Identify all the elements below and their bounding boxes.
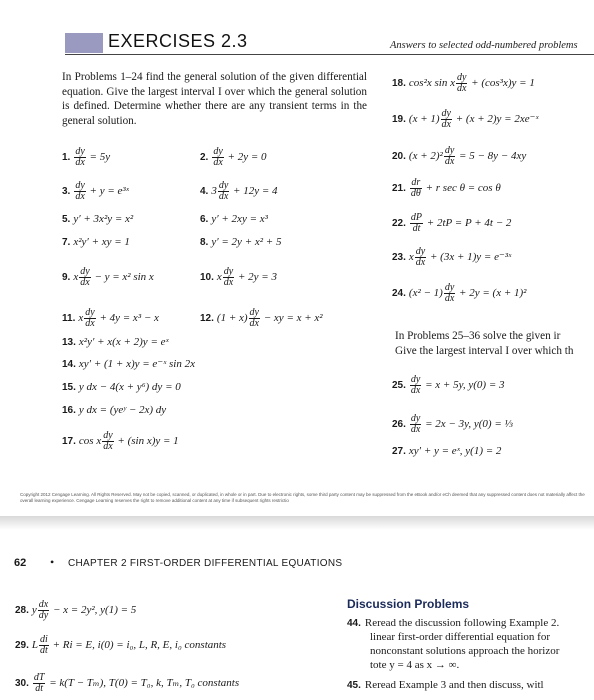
problem-14 <box>62 358 195 371</box>
fraction-numerator: dy <box>85 307 95 318</box>
equation-suffix: + 4y = x³ − x <box>96 312 159 325</box>
problem-30 <box>15 673 239 694</box>
problem-number: 2. <box>200 152 209 164</box>
problem-22 <box>392 213 511 234</box>
derivative-fraction <box>33 673 46 694</box>
problem-number: 1. <box>62 152 71 164</box>
fraction-numerator: dy <box>213 146 223 157</box>
problem-25 <box>392 375 505 396</box>
equation-prefix: (x² − 1) <box>408 287 443 300</box>
fraction-denominator: dx <box>213 157 223 168</box>
derivative-fraction <box>410 375 421 396</box>
page-number: 62 <box>14 557 27 569</box>
fraction-denominator: dx <box>75 157 85 168</box>
problem-number: 9. <box>62 272 71 284</box>
equation-prefix: cos²x sin x <box>408 77 455 90</box>
problem-number: 4. <box>200 186 209 198</box>
derivative-fraction <box>84 308 95 329</box>
derivative-fraction <box>410 178 422 199</box>
equation-prefix: L <box>31 639 39 652</box>
fraction-numerator: dy <box>75 180 85 191</box>
problem-44-number: 44. <box>347 618 361 629</box>
equation-suffix: + 12y = 4 <box>230 185 278 198</box>
derivative-fraction <box>456 73 467 94</box>
equation-text: xy′ + y = eˣ, y(1) = 2 <box>408 445 502 457</box>
fraction-denominator: dx <box>103 441 113 452</box>
problem-1 <box>62 147 110 168</box>
equation-prefix: x <box>78 312 84 325</box>
fraction-denominator: dx <box>223 277 234 288</box>
equation-suffix: + r sec θ = cos θ <box>422 182 501 195</box>
problem-4 <box>200 181 278 202</box>
fraction-denominator: dx <box>218 191 229 202</box>
problem-number: 30. <box>15 678 29 690</box>
problem-44-line-1 <box>347 616 559 631</box>
derivative-fraction <box>38 600 49 621</box>
fraction-denominator: dx <box>410 385 421 396</box>
equation-suffix: = 5y <box>86 151 111 164</box>
problem-number: 12. <box>200 313 214 325</box>
equation-suffix: − x = 2y², y(1) = 5 <box>50 604 137 617</box>
problem-45-text-1: Reread Example 3 and then discuss, witl <box>364 679 544 691</box>
fraction-numerator: dy <box>456 72 467 83</box>
problem-number: 20. <box>392 151 406 163</box>
fraction-denominator: dt <box>35 683 44 694</box>
fraction-denominator: dx <box>444 293 455 304</box>
derivative-fraction <box>223 267 234 288</box>
equation-text: y dx = (yeʸ − 2x) dy <box>78 404 167 416</box>
problem-number: 22. <box>392 218 406 230</box>
fraction-denominator: dx <box>456 83 467 94</box>
fraction-numerator: dy <box>410 374 421 385</box>
fraction-denominator: dy <box>38 610 49 621</box>
problem-number: 25. <box>392 380 406 392</box>
problem-number: 13. <box>62 337 76 348</box>
exercises-title: EXERCISES 2.3 <box>108 31 248 51</box>
fraction-denominator: dx <box>410 424 421 435</box>
equation-prefix: x <box>216 271 222 284</box>
problem-3 <box>62 181 129 202</box>
problem-number: 15. <box>62 382 76 393</box>
fraction-numerator: dy <box>441 108 451 119</box>
equation-text: y′ + 3x²y = x² <box>73 213 134 225</box>
problem-number: 17. <box>62 436 76 448</box>
equation-prefix: (1 + x) <box>216 312 248 325</box>
equation-prefix: x <box>408 251 414 264</box>
problem-5 <box>62 213 133 226</box>
derivative-fraction <box>39 635 49 656</box>
problem-44-text-1: Reread the discussion following Example 2. <box>364 617 560 629</box>
derivative-fraction <box>74 147 85 168</box>
derivative-fraction <box>444 283 455 304</box>
problem-8 <box>200 236 281 249</box>
derivative-fraction <box>441 109 452 130</box>
equation-suffix: − xy = x + x² <box>261 312 323 325</box>
equation-text: x²y′ + x(x + 2)y = eˣ <box>78 336 169 348</box>
discussion-heading: Discussion Problems <box>347 597 470 611</box>
fraction-numerator: dy <box>218 180 229 191</box>
problem-number: 29. <box>15 640 29 652</box>
fraction-numerator: dy <box>410 413 421 424</box>
problem-17 <box>62 431 179 452</box>
equation-suffix: = 2x − 3y, y(0) = ⅓ <box>422 418 513 431</box>
equation-suffix: + y = e³ˣ <box>86 185 129 198</box>
problem-number: 14. <box>62 359 76 370</box>
problem-24 <box>392 283 526 304</box>
fraction-numerator: dP <box>410 212 423 223</box>
equation-prefix: x <box>73 271 79 284</box>
equation-text: y dx − 4(x + y⁶) dy = 0 <box>78 381 181 393</box>
problem-number: 10. <box>200 272 214 284</box>
answers-note: Answers to selected odd-numbered problems <box>390 40 578 51</box>
problem-number: 28. <box>15 605 29 617</box>
chapter-heading: CHAPTER 2 FIRST-ORDER DIFFERENTIAL EQUATIONS <box>68 558 343 569</box>
fraction-denominator: dx <box>85 318 95 329</box>
equation-suffix: + (sin x)y = 1 <box>114 435 179 448</box>
equation-suffix: + 2y = (x + 1)² <box>456 287 527 300</box>
problem-18 <box>392 73 535 94</box>
equation-suffix: + 2tP = P + 4t − 2 <box>424 217 512 230</box>
problem-number: 27. <box>392 446 406 457</box>
derivative-fraction <box>415 247 426 268</box>
problem-6 <box>200 213 268 226</box>
fraction-denominator: dx <box>80 277 90 288</box>
equation-prefix: (x + 2)² <box>408 150 443 163</box>
equation-prefix: cos x <box>78 435 102 448</box>
problem-44-line-3: nonconstant solutions approach the horizor <box>370 645 560 657</box>
problem-number: 23. <box>392 252 406 264</box>
problem-number: 21. <box>392 183 406 195</box>
fraction-denominator: dθ <box>410 188 421 199</box>
ivp-instructions-line-2: Give the largest interval I over which th <box>395 345 574 357</box>
equation-text: xy′ + (1 + x)y = e⁻ˣ sin 2x <box>78 358 195 370</box>
equation-suffix: + (cos³x)y = 1 <box>468 77 535 90</box>
equation-suffix: + 2y = 0 <box>224 151 267 164</box>
fraction-numerator: dy <box>444 282 455 293</box>
problem-28 <box>15 600 136 621</box>
problem-number: 3. <box>62 186 71 198</box>
instructions-paragraph: In Problems 1–24 find the general solution of the given differential equation. Give the largest interval I over which the general solution is defined. Determine whether there are any transient terms in the general solution. <box>62 71 367 127</box>
equation-prefix: y <box>31 604 37 617</box>
derivative-fraction <box>410 213 423 234</box>
problem-23 <box>392 247 511 268</box>
problem-number: 5. <box>62 214 71 225</box>
problem-9 <box>62 267 154 288</box>
fraction-numerator: dx <box>38 599 49 610</box>
derivative-fraction <box>79 267 90 288</box>
problem-45-line-1 <box>347 678 544 693</box>
header-color-block <box>65 33 103 53</box>
derivative-fraction <box>212 147 223 168</box>
equation-text: x²y′ + xy = 1 <box>73 236 130 248</box>
fraction-numerator: dy <box>75 146 85 157</box>
problem-number: 11. <box>62 313 76 325</box>
ivp-instructions-line-1: In Problems 25–36 solve the given ir <box>395 330 561 342</box>
equation-suffix: + Ri = E, i(0) = i₀, L, R, E, i₀ constants <box>49 639 227 652</box>
fraction-numerator: di <box>40 634 48 645</box>
derivative-fraction <box>410 414 421 435</box>
equation-text: y′ + 2xy = x³ <box>211 213 268 225</box>
problem-number: 7. <box>62 237 71 248</box>
fraction-numerator: dT <box>33 672 45 683</box>
fraction-denominator: dx <box>441 119 451 130</box>
problem-45-number: 45. <box>347 680 361 691</box>
derivative-fraction <box>249 308 260 329</box>
derivative-fraction <box>74 181 85 202</box>
equation-suffix: + (x + 2)y = 2xe⁻ˣ <box>453 113 539 126</box>
derivative-fraction <box>102 431 113 452</box>
problem-number: 24. <box>392 288 406 300</box>
problem-29 <box>15 635 226 656</box>
problem-27 <box>392 445 501 458</box>
problem-44-line-2: linear first-order differential equation for <box>370 631 550 643</box>
problem-15 <box>62 381 181 394</box>
header-rule <box>65 54 594 55</box>
problem-26 <box>392 414 513 435</box>
equation-suffix: + 2y = 3 <box>235 271 277 284</box>
fraction-numerator: dy <box>103 430 113 441</box>
problem-11 <box>62 308 159 329</box>
problem-21 <box>392 178 501 199</box>
problem-16 <box>62 404 166 417</box>
fraction-numerator: dy <box>80 266 90 277</box>
fraction-denominator: dx <box>75 191 85 202</box>
copyright-notice: Copyright 2012 Cengage Learning. All Rights Reserved. May not be copied, scanned, or duplicated, in whole or in part. Due to electronic rights, some third party content may be suppressed from the eBook and/or eCh deemed that any suppressed content does not materially affect the overall learning experience. Cengage Learning reserves the right to remove additional content at any time if subsequent rights restrictio <box>20 492 585 503</box>
fraction-denominator: dx <box>444 156 455 167</box>
problem-19 <box>392 109 539 130</box>
problem-7 <box>62 236 130 249</box>
fraction-numerator: dy <box>223 266 234 277</box>
problem-2 <box>200 147 267 168</box>
problem-10 <box>200 267 277 288</box>
equation-prefix: 3 <box>211 185 217 198</box>
equation-suffix: + (3x + 1)y = e⁻³ˣ <box>427 251 512 264</box>
page-break-shadow <box>0 516 594 530</box>
equation-prefix: (x + 1) <box>408 113 440 126</box>
problem-44-line-4: tote y = 4 as x → ∞. <box>370 659 460 671</box>
equation-suffix: = 5 − 8y − 4xy <box>456 150 527 163</box>
fraction-numerator: dy <box>415 246 426 257</box>
problem-number: 19. <box>392 114 406 126</box>
fraction-denominator: dt <box>40 645 48 656</box>
problem-number: 16. <box>62 405 76 416</box>
equation-suffix: = x + 5y, y(0) = 3 <box>422 379 505 392</box>
fraction-numerator: dr <box>411 177 421 188</box>
problem-number: 6. <box>200 214 209 225</box>
fraction-denominator: dx <box>249 318 259 329</box>
equation-suffix: = k(T − Tₘ), T(0) = T₀, k, Tₘ, T₀ constants <box>46 677 240 690</box>
problem-12 <box>200 308 323 329</box>
equation-text: y′ = 2y + x² + 5 <box>211 236 282 248</box>
fraction-denominator: dt <box>412 223 421 234</box>
problem-number: 26. <box>392 419 406 431</box>
fraction-numerator: dy <box>249 307 259 318</box>
derivative-fraction <box>444 146 455 167</box>
problem-13 <box>62 336 169 349</box>
fraction-numerator: dy <box>444 145 455 156</box>
derivative-fraction <box>218 181 229 202</box>
equation-suffix: − y = x² sin x <box>91 271 154 284</box>
fraction-denominator: dx <box>415 257 426 268</box>
problem-20 <box>392 146 526 167</box>
problem-number: 8. <box>200 237 209 248</box>
problem-number: 18. <box>392 78 406 90</box>
bullet-separator: • <box>50 555 55 569</box>
